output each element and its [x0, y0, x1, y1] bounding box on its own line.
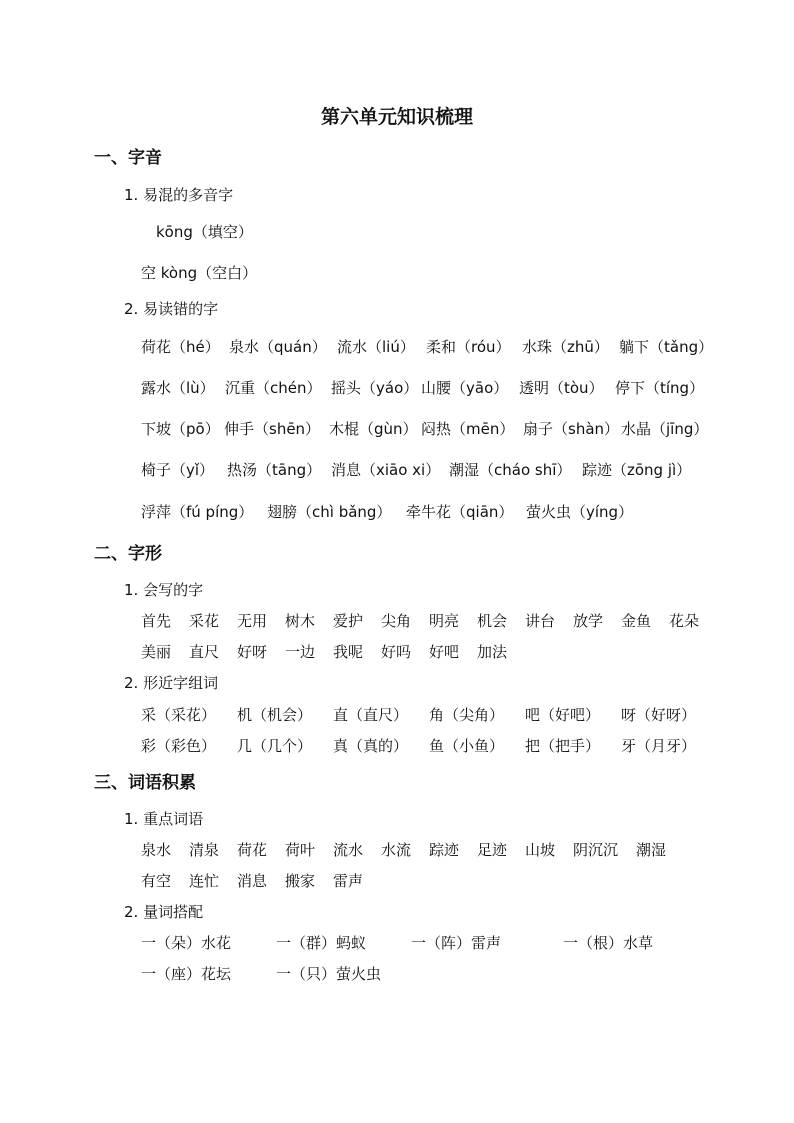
word-item: 潮湿: [636, 841, 667, 859]
subsection-measure-words-label: 2. 量词搭配: [124, 903, 204, 921]
subsection-key-words-label: 1. 重点词语: [124, 810, 204, 828]
word-item: 无用: [237, 612, 268, 630]
word-item: 清泉: [189, 841, 220, 859]
word-item: 牵牛花（qiān）: [406, 503, 514, 521]
word-item: 一（群）蚂蚁: [276, 934, 367, 952]
word-item: 真（真的）: [333, 737, 409, 755]
word-item: 首先: [141, 612, 172, 630]
word-item: 呀（好呀）: [621, 706, 697, 724]
word-item: 放学: [573, 612, 604, 630]
word-item: 讲台: [525, 612, 556, 630]
word-item: 一（只）萤火虫: [276, 965, 382, 983]
subsection-polyphonic-label: 1. 易混的多音字: [124, 186, 234, 204]
word-item: 消息: [237, 872, 268, 890]
word-item: 泉水（quán）: [229, 338, 327, 356]
word-item: 把（把手）: [525, 737, 601, 755]
word-item: 潮湿（cháo shī）: [449, 461, 572, 479]
word-item: 鱼（小鱼）: [429, 737, 505, 755]
polyphonic-line-1: kōng（填空）: [156, 223, 253, 241]
word-item: 泉水: [141, 841, 172, 859]
word-item: 露水（lù）: [141, 379, 215, 397]
section-heading-vocabulary: 三、词语积累: [94, 773, 196, 793]
word-item: 透明（tòu）: [519, 379, 604, 397]
word-item: 摇头（yáo）: [331, 379, 419, 397]
word-item: 椅子（yǐ）: [141, 461, 215, 479]
word-item: 一（座）花坛: [141, 965, 232, 983]
word-item: 好吧: [429, 643, 460, 661]
word-item: 一（根）水草: [563, 934, 654, 952]
word-item: 水流: [381, 841, 412, 859]
word-item: 连忙: [189, 872, 220, 890]
word-item: 木棍（gùn）: [329, 420, 418, 438]
word-item: 荷叶: [285, 841, 316, 859]
word-item: 尖角: [381, 612, 412, 630]
word-item: 足迹: [477, 841, 508, 859]
word-item: 有空: [141, 872, 172, 890]
word-item: 消息（xiāo xi）: [331, 461, 441, 479]
word-item: 伸手（shēn）: [224, 420, 321, 438]
subsection-writable-label: 1. 会写的字: [124, 581, 204, 599]
word-item: 彩（彩色）: [141, 737, 217, 755]
subsection-similar-chars-label: 2. 形近字组词: [124, 674, 219, 692]
word-item: 好吗: [381, 643, 412, 661]
subsection-misread-label: 2. 易读错的字: [124, 300, 219, 318]
word-item: 我呢: [333, 643, 364, 661]
word-item: 一（阵）雷声: [411, 934, 502, 952]
word-item: 一（朵）水花: [141, 934, 232, 952]
word-item: 机（机会）: [237, 706, 313, 724]
word-item: 山腰（yāo）: [421, 379, 509, 397]
page-title: 第六单元知识梳理: [320, 106, 473, 128]
word-item: 流水: [333, 841, 364, 859]
word-item: 荷花: [237, 841, 268, 859]
word-item: 山坡: [525, 841, 556, 859]
word-item: 雷声: [333, 872, 364, 890]
word-item: 机会: [477, 612, 508, 630]
word-item: 加法: [477, 643, 508, 661]
word-item: 闷热（mēn）: [421, 420, 515, 438]
word-item: 柔和（róu）: [426, 338, 511, 356]
word-item: 花朵: [669, 612, 700, 630]
word-item: 爱护: [333, 612, 364, 630]
word-item: 明亮: [429, 612, 460, 630]
word-item: 翅膀（chì bǎng）: [267, 503, 392, 521]
word-item: 下坡（pō）: [141, 420, 220, 438]
word-item: 直尺: [189, 643, 220, 661]
word-item: 美丽: [141, 643, 172, 661]
word-item: 扇子（shàn）: [523, 420, 620, 438]
word-item: 躺下（tǎng）: [619, 338, 714, 356]
section-heading-character-form: 二、字形: [94, 544, 162, 564]
word-item: 热汤（tāng）: [227, 461, 322, 479]
word-item: 好呀: [237, 643, 268, 661]
word-item: 沉重（chén）: [225, 379, 322, 397]
word-item: 几（几个）: [237, 737, 313, 755]
word-item: 阴沉沉: [573, 841, 619, 859]
section-heading-pronunciation: 一、字音: [94, 148, 162, 168]
word-item: 荷花（hé）: [141, 338, 220, 356]
word-item: 水珠（zhū）: [522, 338, 609, 356]
polyphonic-line-2: 空 kòng（空白）: [141, 264, 258, 282]
word-item: 搬家: [285, 872, 316, 890]
word-item: 采花: [189, 612, 220, 630]
word-item: 踪迹（zōng jì）: [582, 461, 692, 479]
word-item: 一边: [285, 643, 316, 661]
word-item: 萤火虫（yíng）: [526, 503, 634, 521]
word-item: 浮萍（fú píng）: [141, 503, 254, 521]
word-item: 踪迹: [429, 841, 460, 859]
word-item: 停下（tíng）: [615, 379, 705, 397]
word-item: 牙（月牙）: [621, 737, 697, 755]
word-item: 树木: [285, 612, 316, 630]
word-item: 流水（liú）: [337, 338, 415, 356]
word-item: 吧（好吧）: [525, 706, 601, 724]
word-item: 水晶（jīng）: [621, 420, 709, 438]
word-item: 采（采花）: [141, 706, 217, 724]
word-item: 角（尖角）: [429, 706, 505, 724]
word-item: 金鱼: [621, 612, 652, 630]
word-item: 直（直尺）: [333, 706, 409, 724]
